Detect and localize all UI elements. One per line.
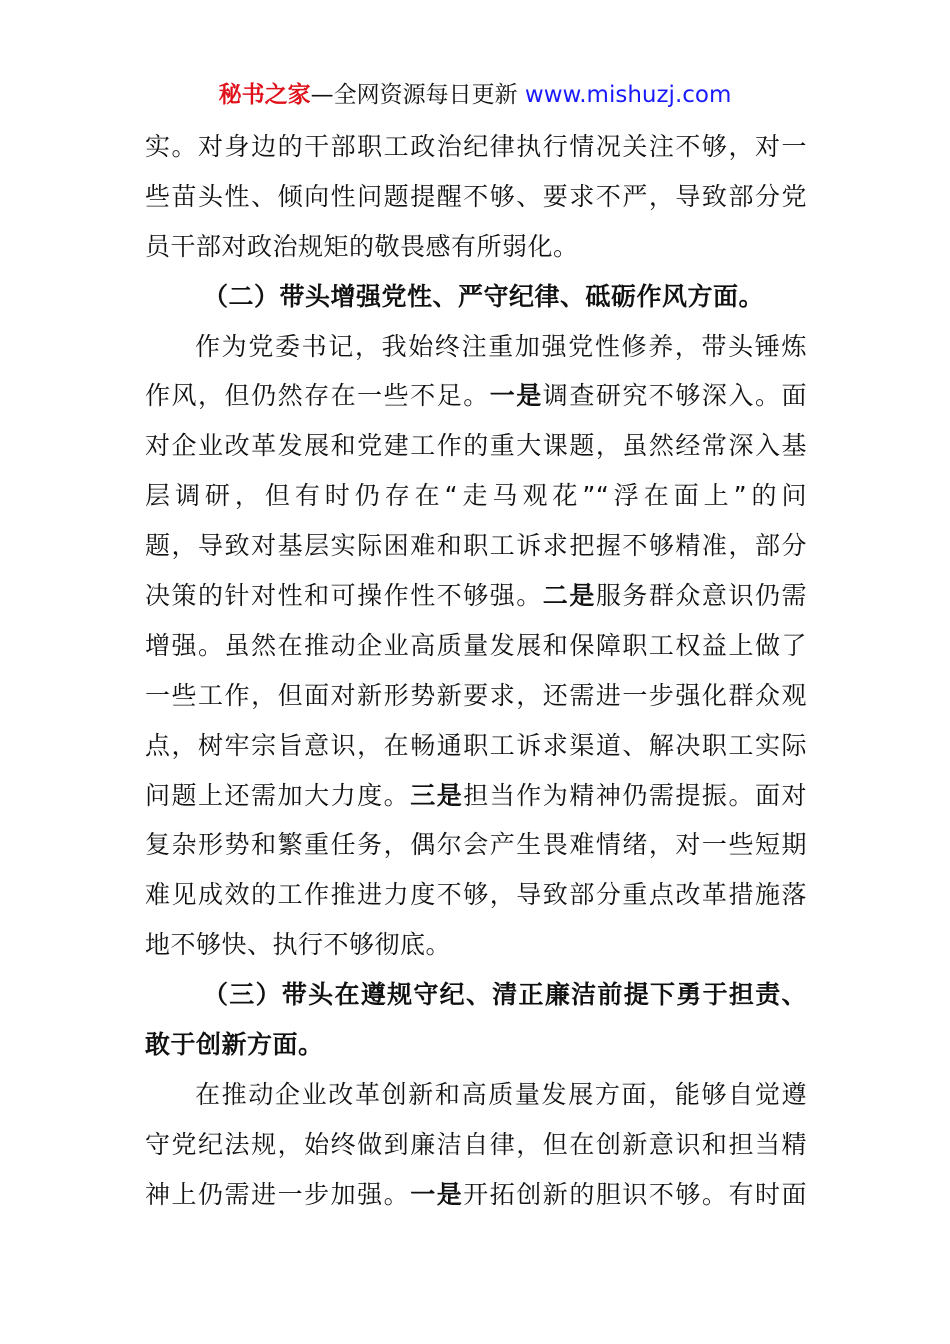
text-line-8 bbox=[145, 471, 807, 521]
bold-lead-phrase: （二）带头增强党性、严守纪律、砥砺作风方面。 bbox=[203, 281, 765, 311]
text-run: 神上仍需进一步加强。 bbox=[145, 1179, 411, 1209]
text-line-17 bbox=[145, 920, 807, 970]
text-run: 作为党委书记，我始终注重加强党性修养，带头锤炼 bbox=[195, 331, 807, 361]
bold-lead-phrase: （三）带头在遵规守纪、清正廉洁前提下勇于担责、 bbox=[203, 980, 807, 1010]
text-line-22 bbox=[145, 1170, 807, 1220]
text-run: 作风，但仍然存在一些不足。 bbox=[145, 381, 490, 411]
text-run: 员干部对政治规矩的敬畏感有所弱化。 bbox=[145, 231, 579, 261]
section-heading-2 bbox=[145, 272, 807, 322]
text-line-7 bbox=[145, 421, 807, 471]
text-line-6 bbox=[145, 371, 807, 421]
text-run: 题，导致对基层实际困难和职工诉求把握不够精准，部分 bbox=[145, 531, 807, 561]
text-run: 一些工作，但面对新形势新要求，还需进一步强化群众观 bbox=[145, 680, 807, 710]
text-line-20 bbox=[145, 1070, 807, 1120]
text-run: 对企业改革发展和党建工作的重大课题，虽然经常深入基 bbox=[145, 431, 807, 461]
header-url: www.mishuzj.com bbox=[524, 82, 732, 108]
document-body bbox=[145, 122, 807, 1220]
text-run: 增强。虽然在推动企业高质量发展和保障职工权益上做了 bbox=[145, 630, 807, 660]
text-line-11 bbox=[145, 621, 807, 671]
text-line-9 bbox=[145, 521, 807, 571]
section-heading-3 bbox=[145, 970, 807, 1020]
text-run: 在推动企业改革创新和高质量发展方面，能够自觉遵 bbox=[195, 1079, 807, 1109]
text-line-15 bbox=[145, 820, 807, 870]
text-run: 地不够快、执行不够彻底。 bbox=[145, 930, 452, 960]
text-line-1 bbox=[145, 122, 807, 172]
text-run: 开拓创新的胆识不够。有时面 bbox=[463, 1179, 807, 1209]
brand-name: 秘书之家 bbox=[218, 82, 311, 108]
section-heading-3-cont bbox=[145, 1020, 807, 1070]
bold-lead-phrase: 二是 bbox=[542, 581, 596, 611]
text-run: 难见成效的工作推进力度不够，导致部分重点改革措施落 bbox=[145, 880, 807, 910]
text-run: 决策的针对性和可操作性不够强。 bbox=[145, 581, 543, 611]
text-run: 调查研究不够深入。面 bbox=[542, 381, 807, 411]
bold-lead-phrase: 一是 bbox=[410, 1179, 464, 1209]
text-run: 问题上还需加大力度。 bbox=[145, 780, 411, 810]
text-line-14 bbox=[145, 771, 807, 821]
text-line-3 bbox=[145, 222, 807, 272]
text-run: 些苗头性、倾向性问题提醒不够、要求不严，导致部分党 bbox=[145, 181, 807, 211]
bold-lead-phrase: 三是 bbox=[410, 780, 464, 810]
watermark-header bbox=[0, 78, 950, 112]
text-run: 守党纪法规，始终做到廉洁自律，但在创新意识和担当精 bbox=[145, 1129, 807, 1159]
text-line-13 bbox=[145, 721, 807, 771]
bold-lead-phrase: 一是 bbox=[489, 381, 543, 411]
text-run: 层调研，但有时仍存在“走马观花”“浮在面上”的问 bbox=[145, 481, 807, 511]
text-run: 服务群众意识仍需 bbox=[595, 581, 807, 611]
text-line-5 bbox=[145, 322, 807, 372]
text-line-2 bbox=[145, 172, 807, 222]
header-tagline: —全网资源每日更新 bbox=[310, 82, 525, 108]
text-line-16 bbox=[145, 870, 807, 920]
text-run: 担当作为精神仍需提振。面对 bbox=[463, 780, 807, 810]
text-line-12 bbox=[145, 671, 807, 721]
text-line-21 bbox=[145, 1120, 807, 1170]
text-run: 实。对身边的干部职工政治纪律执行情况关注不够，对一 bbox=[145, 132, 807, 161]
text-run: 点，树牢宗旨意识，在畅通职工诉求渠道、解决职工实际 bbox=[145, 730, 807, 760]
bold-lead-phrase: 敢于创新方面。 bbox=[145, 1030, 324, 1060]
text-run: 复杂形势和繁重任务，偶尔会产生畏难情绪，对一些短期 bbox=[145, 830, 807, 860]
text-line-10 bbox=[145, 571, 807, 621]
